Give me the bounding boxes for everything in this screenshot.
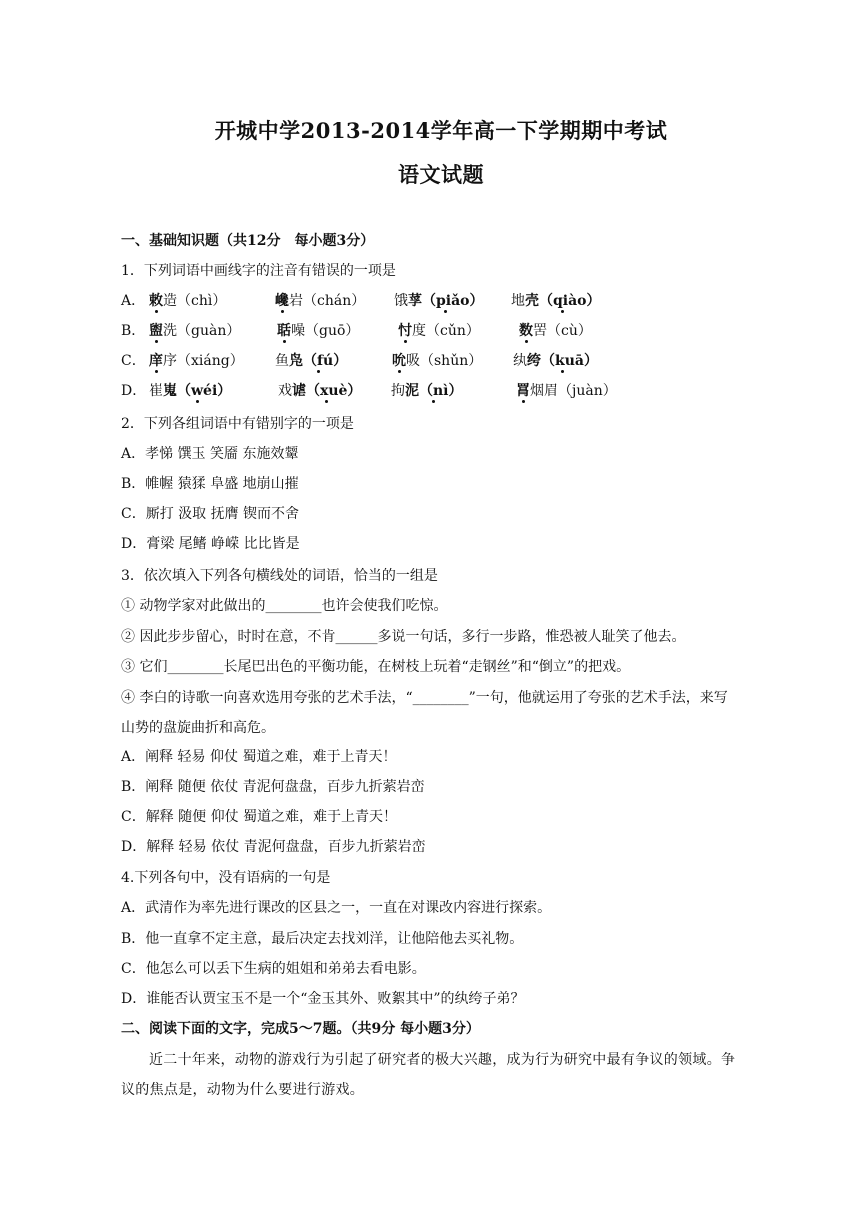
q1-stem: 1．下列词语中画线字的注音有错误的一项是: [121, 263, 396, 279]
q2-option-b: B．帷幄 猿猱 阜盛 地崩山摧: [121, 476, 299, 492]
q2-option-d: D．膏梁 尾鳍 峥嵘 比比皆是: [121, 536, 300, 552]
q1-option-b: [121, 321, 741, 341]
option-word: 饿莩（piǎo）: [394, 293, 484, 309]
reading-paragraph: 近二十年来，动物的游戏行为引起了研究者的极大兴趣，成为行为研究中最有争议的领域。争议的焦点是，动物为什么要进行游戏。: [121, 1052, 736, 1098]
option-word: 敕造（chì）: [149, 293, 227, 309]
q3-option-b: B．阐释 随便 依仗 青泥何盘盘，百步九折萦岩峦: [121, 779, 425, 795]
option-word: 戏谑（xuè）: [278, 383, 362, 399]
option-word: 数罟（cù）: [519, 323, 592, 339]
q4-stem: 4.下列各句中，没有语病的一句是: [121, 870, 331, 886]
section1-heading: 一、基础知识题（共12分 每小题3分）: [121, 233, 375, 249]
option-word: 崔嵬（wéi）: [149, 383, 232, 399]
q4-option-b: B．他一直拿不定主意，最后决定去找刘洋，让他陪他去买礼物。: [121, 931, 524, 947]
option-word: 罥烟眉（juàn）: [516, 383, 617, 399]
q2-stem: 2．下列各组词语中有错别字的一项是: [121, 416, 354, 432]
option-word: 吮吸（shǔn）: [392, 353, 483, 369]
option-label: C．: [121, 353, 146, 369]
option-word: 盥洗（guàn）: [149, 323, 241, 339]
option-word: 纨绔（kuā）: [513, 353, 598, 369]
fill-blank: ________: [412, 690, 469, 706]
q4-option-d: D．谁能否认贾宝玉不是一个“金玉其外、败絮其中”的纨绔子弟？: [121, 991, 525, 1007]
option-word: 鱼凫（fú）: [275, 353, 348, 369]
q3-option-c: C．解释 随便 仰仗 蜀道之难，难于上青天！: [121, 809, 398, 825]
q2-option-c: C．厮打 汲取 抚膺 锲而不舍: [121, 506, 300, 522]
exam-subtitle: 语文试题: [398, 162, 484, 187]
q4-option-a: A．武清作为率先进行课改的区县之一，一直在对课改内容进行探索。: [121, 900, 552, 916]
q3-sentence-2: ② 因此步步留心，时时在意，不肯______多说一句话，多行一步路，惟恐被人耻笑了他去。: [121, 629, 686, 645]
option-word: 拘泥（nì）: [391, 383, 463, 399]
option-word: 巉岩（chán）: [275, 293, 366, 309]
option-label: B．: [121, 323, 146, 339]
fill-blank: ______: [335, 629, 378, 645]
option-label: A．: [121, 293, 146, 309]
q3-stem: 3．依次填入下列各句横线处的词语，恰当的一组是: [121, 568, 438, 584]
fill-blank: ________: [265, 598, 322, 614]
q3-sentence-4: ④ 李白的诗歌一向喜欢选用夸张的艺术手法，“________”一句，他就运用了夸张的艺术手法，来写山势的盘旋曲折和高危。: [121, 690, 728, 736]
option-word: 忖度（cǔn）: [398, 323, 480, 339]
option-label: D．: [121, 383, 147, 399]
option-word: 聒噪（guō）: [277, 323, 360, 339]
q3-sentence-1: ① 动物学家对此做出的________也许会使我们吃惊。: [121, 598, 448, 614]
q3-option-a: A．阐释 轻易 仰仗 蜀道之难，难于上青天！: [121, 749, 397, 765]
section2-heading: 二、阅读下面的文字，完成5～7题。（共9分 每小题3分）: [121, 1021, 480, 1037]
q1-option-d: [121, 381, 741, 401]
q3-sentence-3: ③ 它们________长尾巴出色的平衡功能，在树枝上玩着“走钢丝”和“倒立”的把戏。: [121, 659, 631, 675]
q2-option-a: A．孝悌 馔玉 笑靥 东施效颦: [121, 446, 299, 462]
option-word: 地壳（qiào）: [511, 293, 601, 309]
q4-option-c: C．他怎么可以丢下生病的姐姐和弟弟去看电影。: [121, 961, 426, 977]
option-word: 庠序（xiáng）: [149, 353, 244, 369]
fill-blank: ________: [167, 659, 224, 675]
q3-option-d: D．解释 轻易 依仗 青泥何盘盘，百步九折萦岩峦: [121, 839, 426, 855]
q1-option-c: [121, 351, 741, 371]
exam-title: 开城中学2013-2014学年高一下学期期中考试: [214, 118, 668, 143]
q1-option-a: [121, 291, 741, 311]
